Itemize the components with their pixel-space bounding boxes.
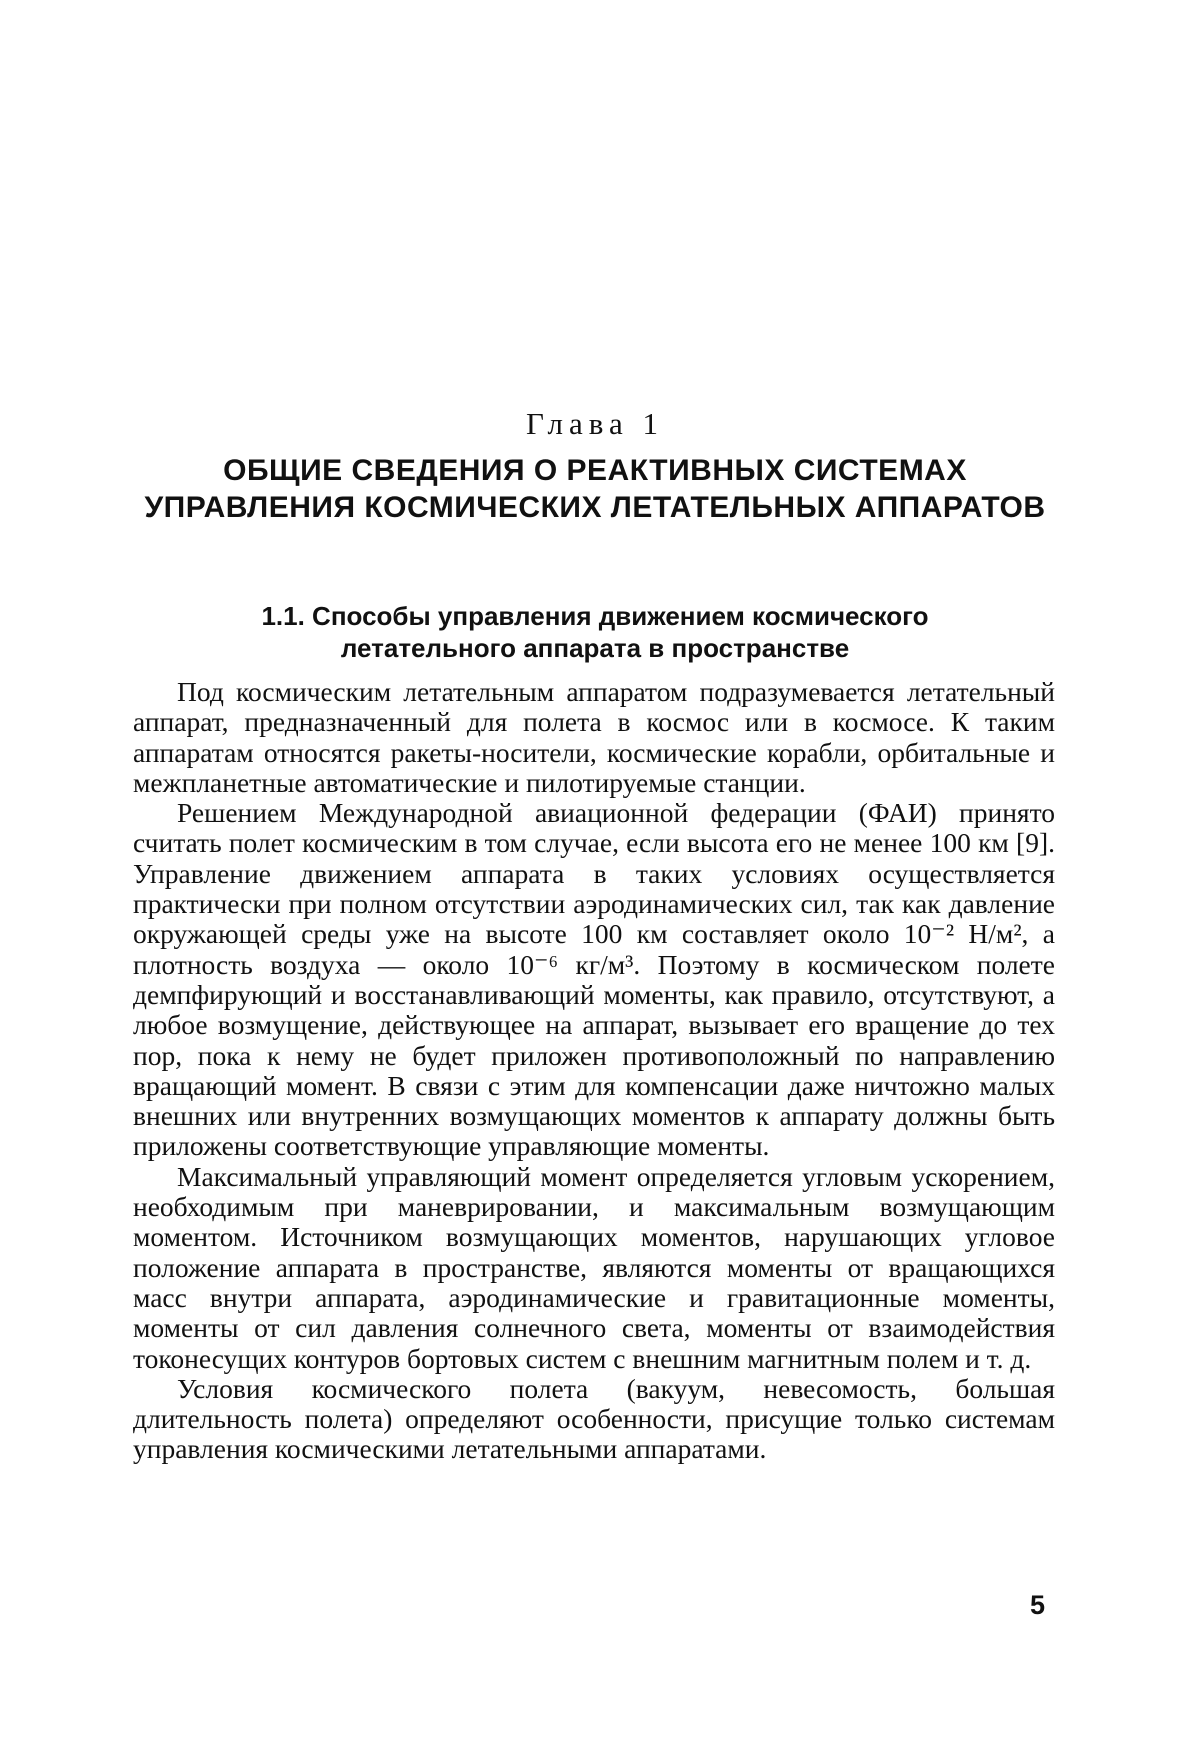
section-title: 1.1. Способы управления движением космического летательного аппарата в пространстве <box>261 601 929 663</box>
paragraph-3: Максимальный управляющий момент определяется угловым ускорением, необходимым при маневрировании, и максимальным возмущающим моментом. Источником возмущающих моментов, нарушающих угловое положение аппарата в пространстве, являются моменты от вращающихся масс внутри аппарата, аэродинамические и гравитационные моменты, моменты от сил давления солнечного света, моменты от взаимодействия токонесущих контуров бортовых систем с внешним магнитным полем и т. д. <box>133 1160 1055 1374</box>
paragraph-2: Решением Международной авиационной федерации (ФАИ) принято считать полет космическим в том случае, если высота его не менее 100 км [9]. Управление движением аппарата в таких условиях осуществляется практически при полном отсутствии аэродинамических сил, так как давление окружающей среды уже на высоте 100 км составляет около 10⁻² Н/м², а плотность воздуха — около 10⁻⁶ кг/м³. Поэтому в космическом полете демпфирующий и восстанавливающий моменты, как правило, отсутствуют, а любое возмущение, действующее на аппарат, вызывает его вращение до тех пор, пока к нему не будет приложен противоположный по направлению вращающий момент. В связи с этим для компенсации даже ничтожно малых внешних или внутренних возмущающих моментов к аппарату должны быть приложены соответствующие управляющие моменты. <box>133 797 1055 1162</box>
paragraph-4: Условия космического полета (вакуум, невесомость, большая длительность полета) определяют особенности, присущие только системам управления космическими летательными аппаратами. <box>133 1372 1055 1465</box>
body-text <box>133 677 1055 1465</box>
paragraph-1: Под космическим летательным аппаратом подразумевается летательный аппарат, предназначенный для полета в космос или в космосе. К таким аппаратам относятся ракеты-носители, космические корабли, орбитальные и межпланетные автоматические и пилотируемые станции. <box>133 676 1055 798</box>
page-number: 5 <box>1030 1590 1046 1620</box>
chapter-label: Глава 1 <box>525 406 665 441</box>
chapter-title: ОБЩИЕ СВЕДЕНИЯ О РЕАКТИВНЫХ СИСТЕМАХ УПРАВЛЕНИЯ КОСМИЧЕСКИХ ЛЕТАТЕЛЬНЫХ АППАРАТОВ <box>144 454 1046 524</box>
